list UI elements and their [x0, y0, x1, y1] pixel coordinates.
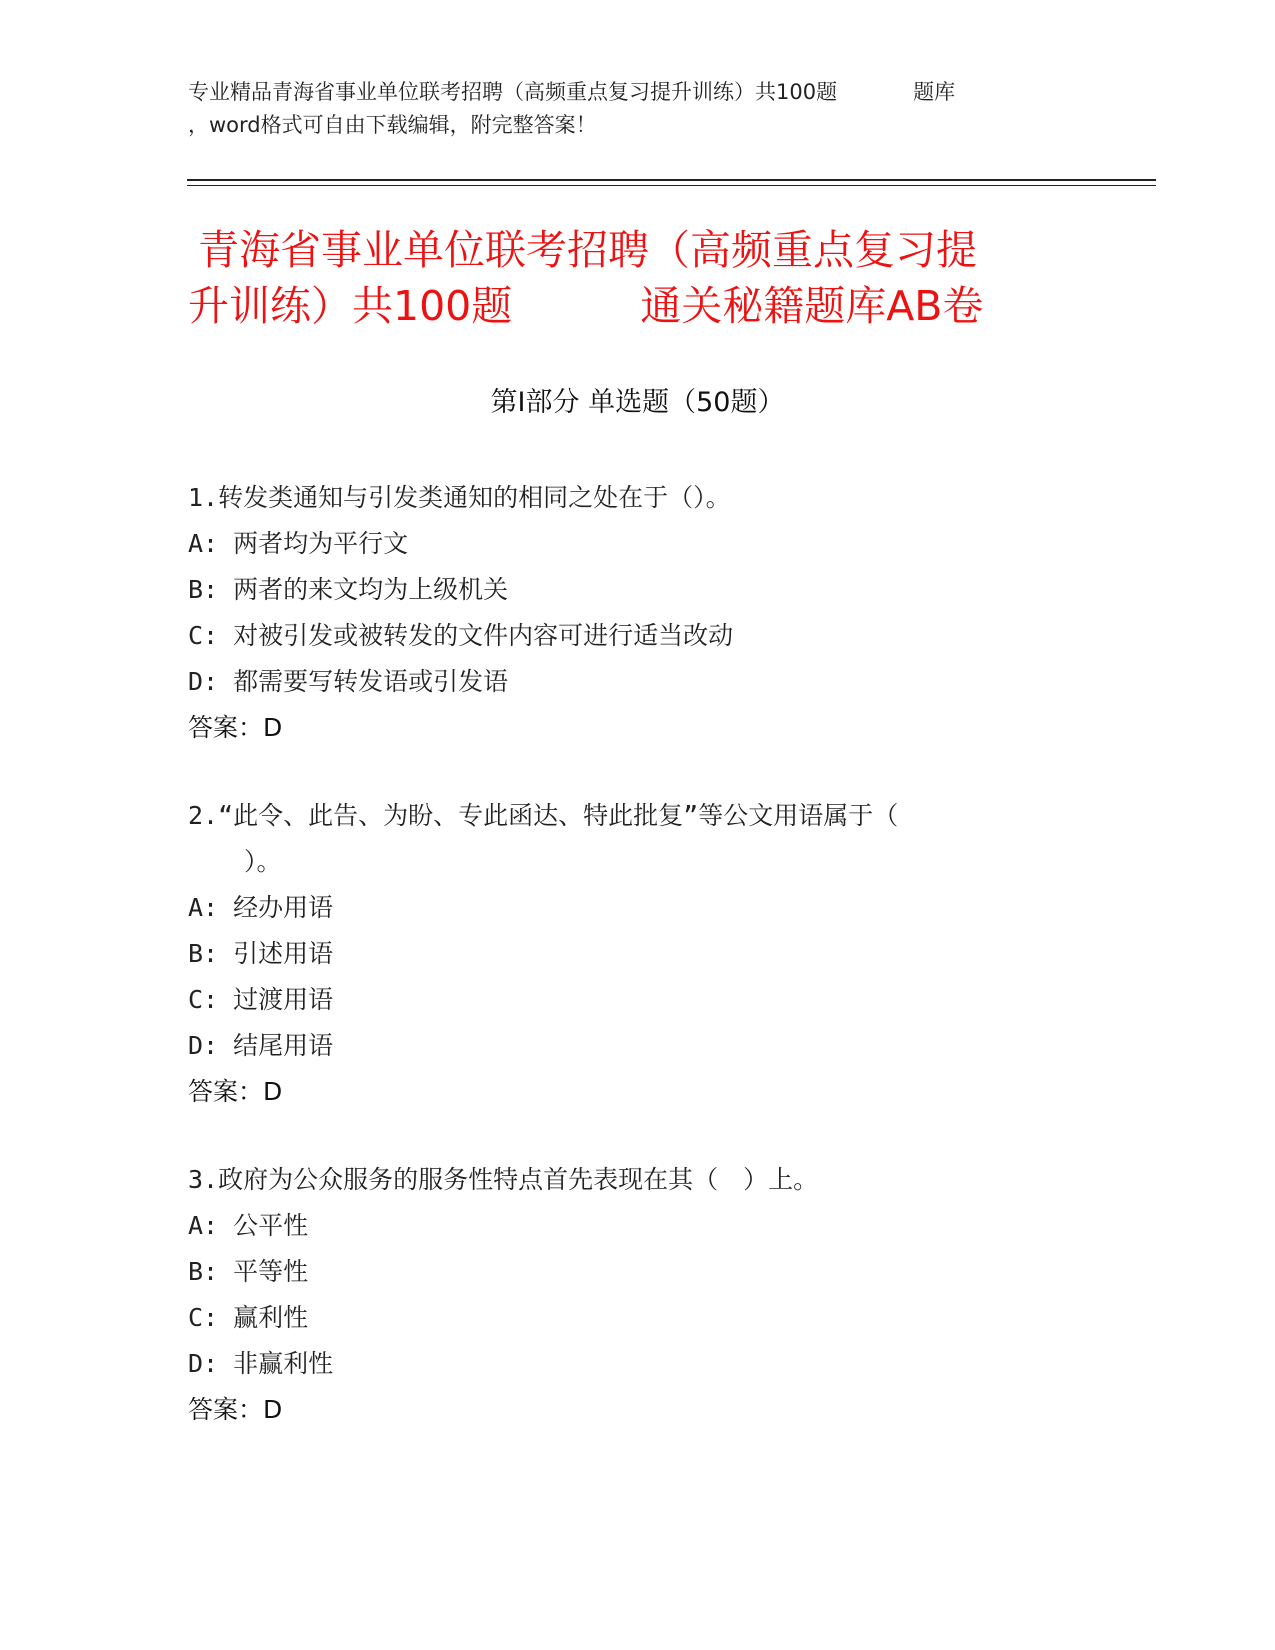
page-header — [188, 76, 1088, 142]
title-line-1: 青海省事业单位联考招聘（高频重点复习提 — [198, 226, 977, 274]
answer: 答案：D — [188, 713, 283, 742]
question-1 — [188, 475, 1088, 751]
header-rule-thick — [187, 179, 1156, 181]
header-rule-thin — [187, 185, 1156, 186]
answer: 答案：D — [188, 1077, 283, 1106]
question-stem: 3.政府为公众服务的服务性特点首先表现在其（ ）上。 — [188, 1165, 819, 1194]
option-b: B: 两者的来文均为上级机关 — [188, 575, 509, 604]
option-d: D: 结尾用语 — [188, 1031, 334, 1060]
option-d: D: 非赢利性 — [188, 1349, 334, 1378]
question-2 — [188, 793, 1088, 1115]
option-b: B: 平等性 — [188, 1257, 309, 1286]
title-line-2 — [188, 278, 1088, 334]
question-3 — [188, 1157, 1088, 1433]
header-line-2: ，word格式可自由下载编辑，附完整答案！ — [188, 113, 597, 137]
question-stem — [188, 793, 1088, 885]
header-text: 专业精品青海省事业单位联考招聘（高频重点复习提升训练）共100题 — [188, 80, 838, 104]
option-a: A: 两者均为平行文 — [188, 529, 409, 558]
document-title — [188, 222, 1088, 334]
option-a: A: 经办用语 — [188, 893, 334, 922]
option-c: C: 赢利性 — [188, 1303, 309, 1332]
header-line-1 — [188, 76, 1088, 109]
section-title: 第Ⅰ部分 单选题（50题） — [490, 387, 785, 418]
option-a: A: 公平性 — [188, 1211, 309, 1240]
option-c: C: 过渡用语 — [188, 985, 334, 1014]
header-tail-text: 题库 — [913, 80, 956, 104]
answer: 答案：D — [188, 1395, 283, 1424]
question-stem-text: 2.“此令、此告、为盼、专此函达、特此批复”等公文用语属于（ — [188, 801, 899, 830]
question-list — [188, 475, 1088, 1475]
option-d: D: 都需要写转发语或引发语 — [188, 667, 509, 696]
option-b: B: 引述用语 — [188, 939, 334, 968]
title-line-2a: 升训练）共100题 — [188, 282, 513, 330]
option-c: C: 对被引发或被转发的文件内容可进行适当改动 — [188, 621, 734, 650]
question-stem: 1.转发类通知与引发类通知的相同之处在于（）。 — [188, 483, 731, 512]
title-line-2b: 通关秘籍题库AB卷 — [640, 282, 984, 330]
question-stem-continuation: ）。 — [244, 847, 282, 876]
